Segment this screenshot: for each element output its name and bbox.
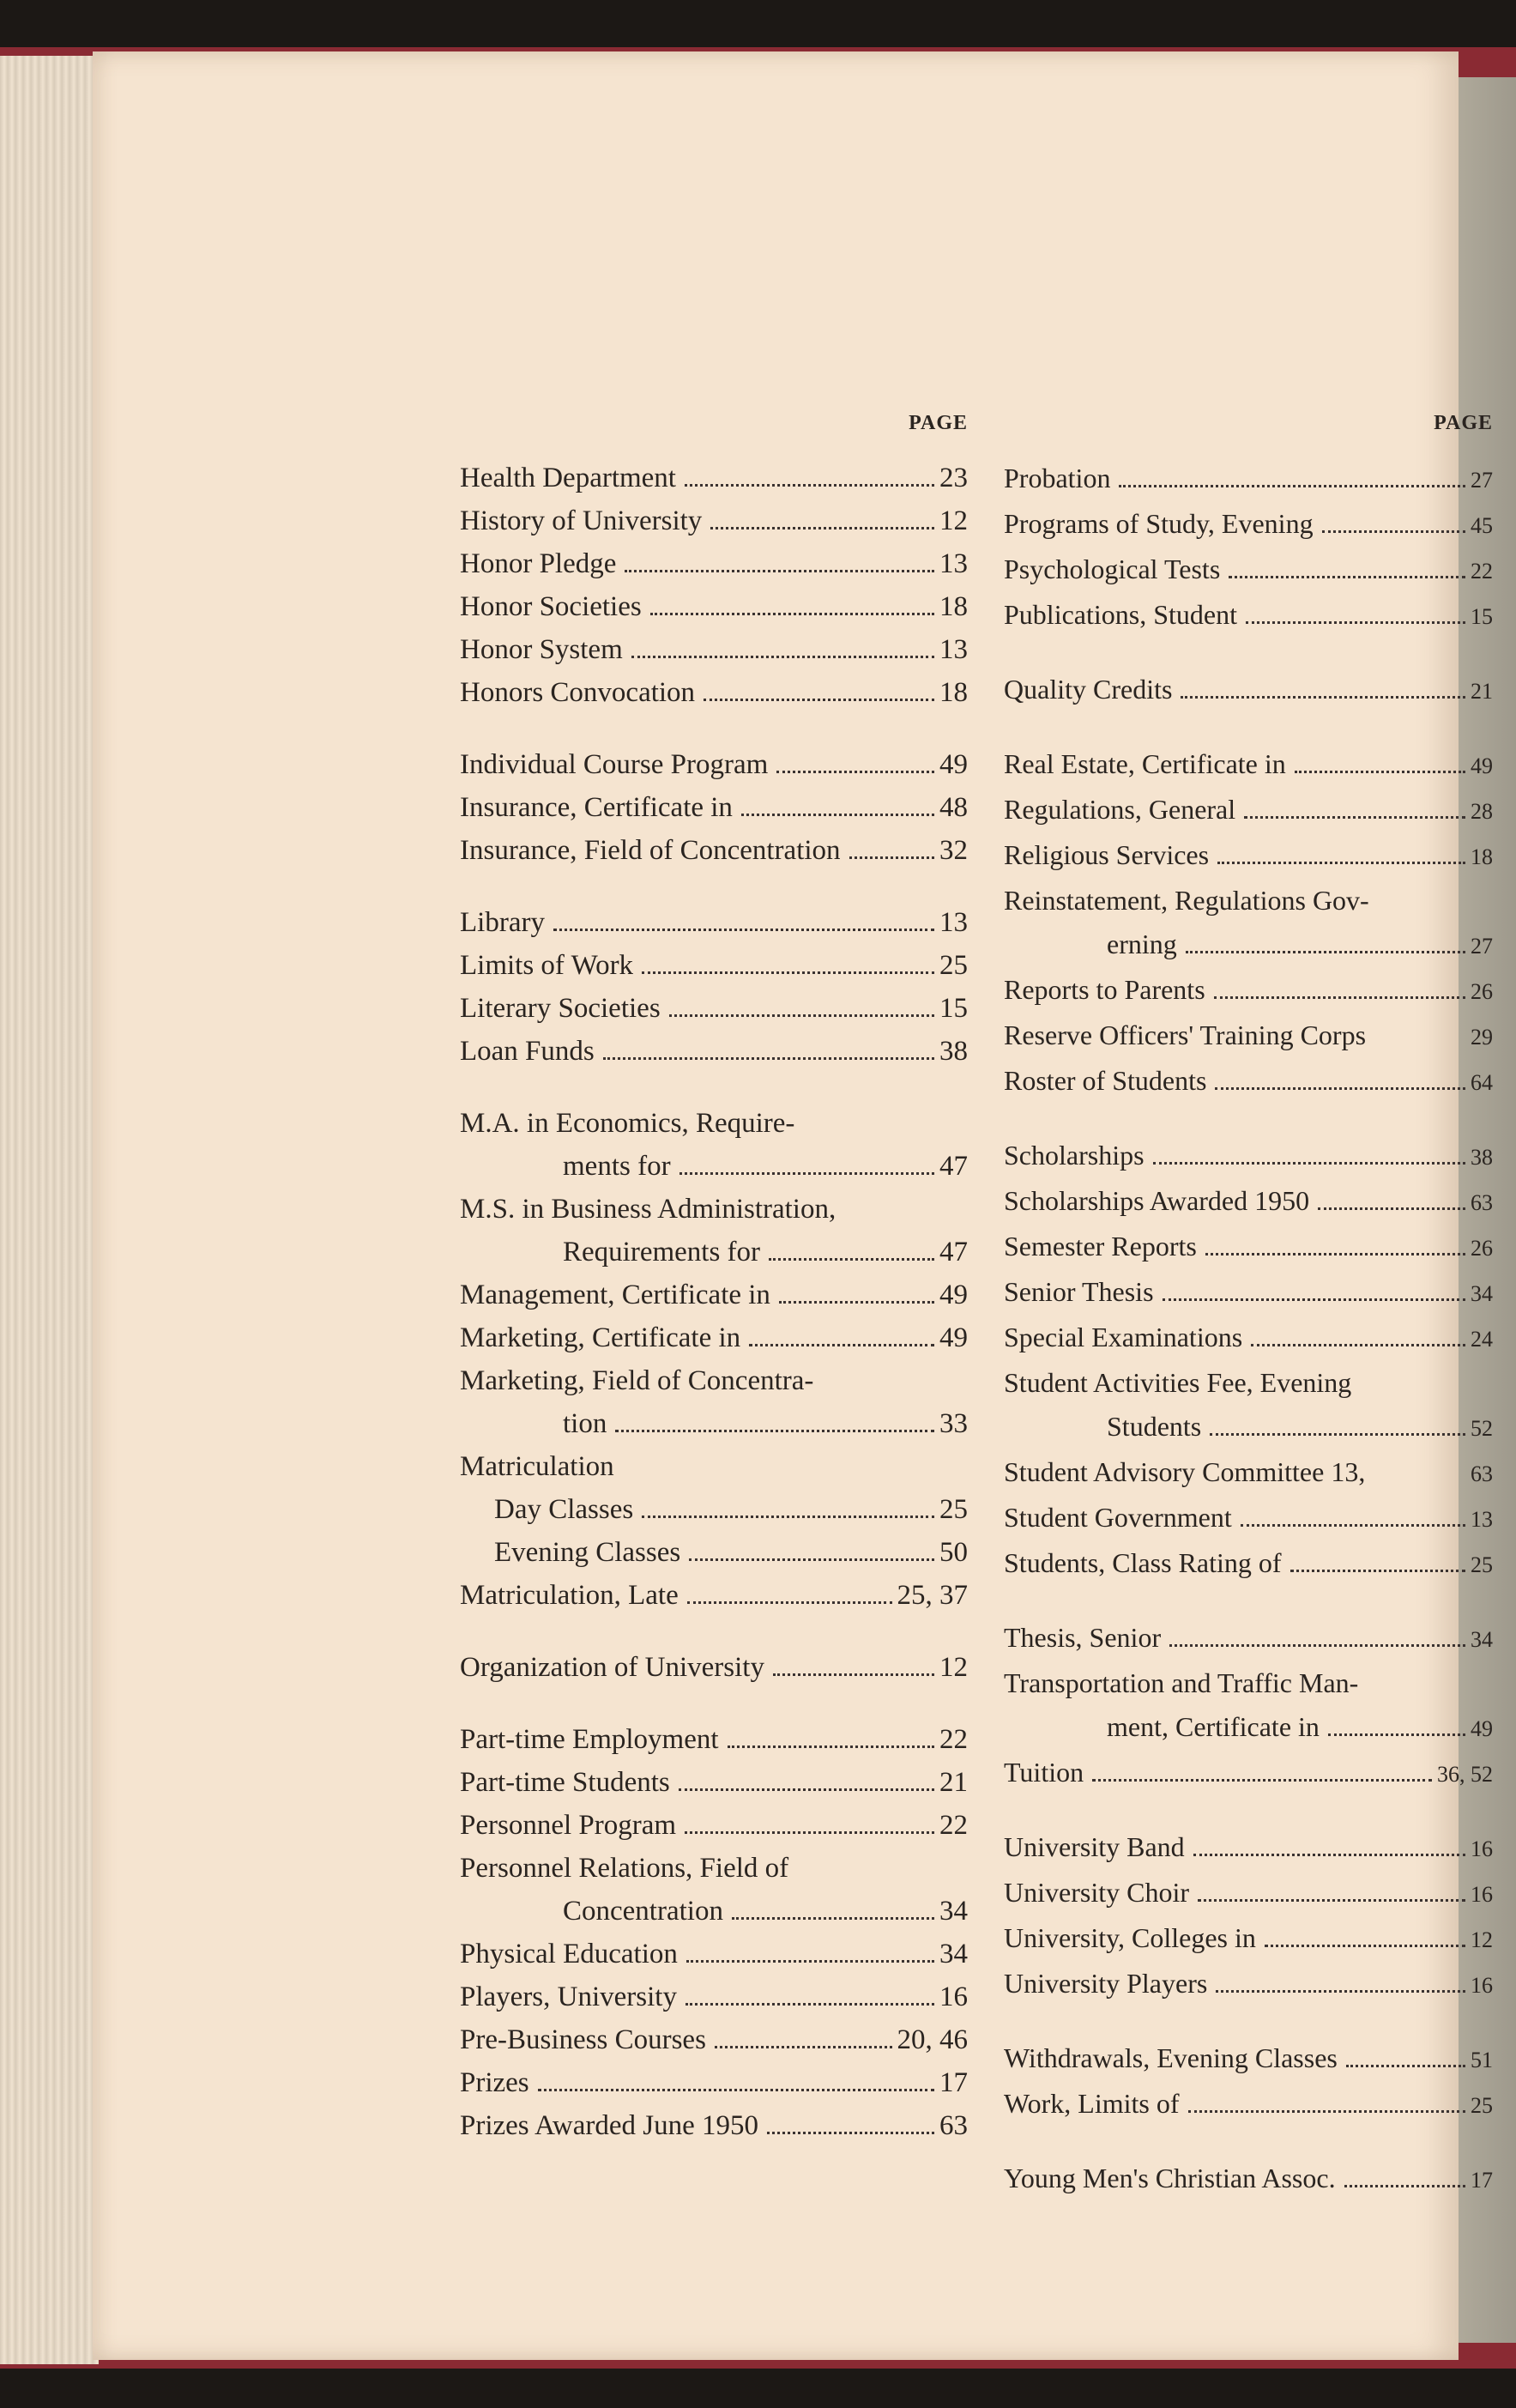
index-entry: [460, 1718, 968, 1761]
index-entry: [460, 1488, 968, 1531]
page-number: 49: [1471, 1716, 1493, 1741]
index-entry: [1004, 879, 1493, 968]
index-entry: [460, 1761, 968, 1804]
page-number: 17: [939, 2067, 968, 2098]
entry-title: Physical Education: [460, 1939, 678, 1969]
index-entry: [460, 2018, 968, 2061]
entry-line-1: [460, 1102, 968, 1145]
entry-title-cont: ment, Certificate in: [1107, 1711, 1320, 1742]
page-number: 25: [1471, 1552, 1493, 1577]
entry-title: Individual Course Program: [460, 749, 769, 780]
entry-title-cont: Requirements for: [563, 1237, 761, 1268]
page-number: 47: [939, 1237, 968, 1268]
page-number: 34: [939, 1896, 968, 1927]
entry-line-1: [1004, 1361, 1493, 1405]
dot-leader: [1163, 1298, 1465, 1301]
index-entry: [460, 1445, 968, 1488]
dot-leader: [1198, 1899, 1465, 1902]
page-number: 13: [939, 907, 968, 938]
index-entry: [1004, 1871, 1493, 1916]
entry-title: Management, Certificate in: [460, 1280, 770, 1310]
page-number: 49: [1471, 753, 1493, 778]
dot-leader: [1251, 1344, 1465, 1346]
page-number: 18: [939, 677, 968, 708]
page-number: 34: [1471, 1281, 1493, 1306]
entry-line-1: [460, 1188, 968, 1231]
entry-title: Loan Funds: [460, 1036, 595, 1067]
entry-title: Religious Services: [1004, 839, 1210, 870]
index-entry: [460, 1847, 968, 1933]
index-entry: [460, 829, 968, 872]
dot-leader: [1186, 951, 1465, 953]
entry-title: Health Department: [460, 463, 676, 493]
page-number: 16: [1471, 1836, 1493, 1861]
page-column-header-right: PAGE: [1434, 412, 1493, 434]
index-entry: [1004, 2082, 1493, 2127]
index-entry: [460, 1188, 968, 1274]
index-entry: [1004, 548, 1493, 593]
entry-title: Marketing, Certificate in: [460, 1322, 741, 1353]
index-entry: [460, 1975, 968, 2018]
page-number: 49: [939, 1280, 968, 1310]
entry-title: Publications, Student: [1004, 599, 1237, 630]
entry-title: Personnel Program: [460, 1810, 677, 1841]
index-entry: [460, 1030, 968, 1073]
entry-title: Players, University: [460, 1981, 677, 2012]
entry-title: Senior Thesis: [1004, 1276, 1154, 1307]
index-entry: [1004, 1179, 1493, 1225]
dot-leader: [776, 771, 934, 773]
dot-leader: [1188, 2110, 1465, 2113]
index-entry: [460, 1531, 968, 1574]
entry-line-2: [460, 1890, 968, 1933]
dot-leader: [679, 1172, 934, 1175]
dot-leader: [1210, 1433, 1465, 1436]
dot-leader: [1295, 771, 1465, 773]
index-entry: [460, 542, 968, 585]
page-number: 22: [939, 1810, 968, 1841]
dot-leader: [1119, 485, 1465, 487]
dot-leader: [685, 484, 934, 487]
page-number: 13: [939, 548, 968, 579]
entry-title: Thesis, Senior: [1004, 1622, 1162, 1653]
entry-title: Quality Credits: [1004, 674, 1173, 705]
entry-title: Honor System: [460, 634, 623, 665]
entry-title: M.A. in Economics, Require-: [460, 1108, 795, 1139]
entry-title: Students, Class Rating of: [1004, 1547, 1282, 1578]
page-number: 25: [939, 950, 968, 981]
dot-leader: [538, 2089, 934, 2091]
index-entry: [1004, 1013, 1493, 1059]
dot-leader: [1092, 1779, 1432, 1782]
entry-title: Insurance, Certificate in: [460, 792, 733, 823]
index-entry: [460, 671, 968, 714]
dot-leader: [686, 1960, 934, 1963]
group-gap: [1004, 2127, 1493, 2157]
index-entry: [1004, 1270, 1493, 1316]
index-entry: [1004, 742, 1493, 788]
dot-leader: [686, 2003, 934, 2006]
index-entry: [460, 1274, 968, 1316]
dot-leader: [1216, 1990, 1465, 1993]
group-gap: [1004, 1104, 1493, 1134]
dot-leader: [1244, 816, 1465, 819]
entry-line-1: [460, 1847, 968, 1890]
dot-leader: [1290, 1570, 1465, 1572]
entry-title: Insurance, Field of Concentration: [460, 835, 841, 866]
dot-leader: [553, 929, 934, 931]
entry-title: History of University: [460, 505, 703, 536]
entry-title: Transportation and Traffic Man-: [1004, 1667, 1359, 1698]
entry-title: Literary Societies: [460, 993, 661, 1024]
dot-leader: [1215, 1087, 1465, 1090]
dot-leader: [1169, 1644, 1465, 1647]
group-gap: [460, 1073, 968, 1102]
page-number: 38: [939, 1036, 968, 1067]
entry-title: Honors Convocation: [460, 677, 696, 708]
entry-title-cont: erning: [1107, 929, 1177, 959]
dot-leader: [710, 527, 934, 529]
group-gap: [460, 872, 968, 901]
entry-title: Semester Reports: [1004, 1231, 1197, 1261]
index-entry: [460, 2061, 968, 2104]
entry-title: Withdrawals, Evening Classes: [1004, 2042, 1338, 2073]
page-number: 22: [1471, 559, 1493, 584]
page-number: 32: [939, 835, 968, 866]
dot-leader: [631, 656, 934, 658]
dot-leader: [769, 1258, 934, 1261]
dot-leader: [1328, 1733, 1465, 1736]
page-edges: [0, 56, 99, 2364]
index-column-right: [1004, 412, 1493, 2202]
entry-title: Personnel Relations, Field of: [460, 1853, 789, 1884]
index-entry: [460, 585, 968, 628]
page-number: 51: [1471, 2048, 1493, 2072]
page-number: 23: [939, 463, 968, 493]
entry-title: University Band: [1004, 1831, 1185, 1862]
index-entry: [1004, 457, 1493, 502]
index-entry: [460, 901, 968, 944]
index-entry: [1004, 1825, 1493, 1871]
index-entry: [1004, 593, 1493, 638]
dot-leader: [849, 856, 934, 859]
dot-leader: [669, 1014, 934, 1017]
dot-leader: [749, 1344, 934, 1346]
entry-line-2: [460, 1402, 968, 1445]
page-number: 12: [1471, 1927, 1493, 1952]
group-gap: [1004, 2007, 1493, 2036]
page-number: 49: [939, 1322, 968, 1353]
dot-leader: [1181, 696, 1465, 699]
dot-leader: [1214, 996, 1465, 999]
entry-title: Young Men's Christian Assoc.: [1004, 2163, 1336, 2193]
page-number: 28: [1471, 799, 1493, 824]
entry-title: Part-time Employment: [460, 1724, 719, 1755]
entry-title: Probation: [1004, 463, 1111, 493]
dot-leader: [1346, 2065, 1465, 2067]
dot-leader: [1322, 530, 1465, 533]
page-number: 45: [1471, 513, 1493, 538]
entry-title: Roster of Students: [1004, 1065, 1207, 1096]
index-entry: [1004, 1134, 1493, 1179]
dot-leader: [603, 1057, 934, 1060]
dot-leader: [1229, 576, 1465, 578]
index-entry: [460, 457, 968, 499]
page-number: 20, 46: [897, 2024, 968, 2055]
entry-title: Programs of Study, Evening: [1004, 508, 1314, 539]
page-number: 22: [939, 1724, 968, 1755]
entry-title: M.S. in Business Administration,: [460, 1194, 837, 1225]
dot-leader: [704, 699, 934, 701]
entry-title: University Choir: [1004, 1877, 1189, 1908]
dot-leader: [1217, 862, 1465, 864]
index-entry: [460, 987, 968, 1030]
entry-title-cont: ments for: [563, 1151, 671, 1182]
page-number: 34: [1471, 1627, 1493, 1652]
entry-title: Organization of University: [460, 1652, 764, 1683]
dot-leader: [715, 2046, 892, 2048]
entry-line-1: [460, 1359, 968, 1402]
page-number: 26: [1471, 979, 1493, 1004]
page-number: 63: [1471, 1461, 1493, 1486]
page-number: 16: [1471, 1973, 1493, 1998]
page-number: 21: [939, 1767, 968, 1798]
page-number: 50: [939, 1537, 968, 1568]
entry-title: Student Government: [1004, 1502, 1232, 1533]
dot-leader: [615, 1430, 934, 1432]
index-entry: [1004, 1059, 1493, 1104]
index-entry: [1004, 2157, 1493, 2202]
page-number: 16: [939, 1981, 968, 2012]
entry-title: Evening Classes: [494, 1537, 681, 1568]
page-number: 34: [939, 1939, 968, 1969]
page-number: 27: [1471, 934, 1493, 959]
page-number: 27: [1471, 468, 1493, 493]
page-number: 48: [939, 792, 968, 823]
dot-leader: [1318, 1207, 1465, 1210]
index-entry: [1004, 1450, 1493, 1496]
index-entry: [1004, 1496, 1493, 1541]
index-entry: [460, 2104, 968, 2147]
group-gap: [1004, 713, 1493, 742]
index-entry: [1004, 788, 1493, 833]
dot-leader: [689, 1558, 934, 1561]
dot-leader: [679, 1788, 934, 1791]
entry-line-2: [460, 1231, 968, 1274]
index-entry: [460, 944, 968, 987]
entry-title: Honor Societies: [460, 591, 642, 622]
index-entry: [1004, 668, 1493, 713]
page-number: 18: [939, 591, 968, 622]
group-gap: [460, 1689, 968, 1718]
page-number: 38: [1471, 1145, 1493, 1170]
group-gap: [460, 1617, 968, 1646]
page-number: 25, 37: [897, 1580, 968, 1611]
entry-line-2: [1004, 1705, 1493, 1751]
page-number: 13: [1471, 1507, 1493, 1532]
entry-title: Matriculation, Late: [460, 1580, 679, 1611]
index-entry: [1004, 1316, 1493, 1361]
entry-title: Prizes: [460, 2067, 529, 2098]
page-number: 63: [1471, 1190, 1493, 1215]
entry-title-cont: tion: [563, 1408, 607, 1439]
entry-line-1: [1004, 879, 1493, 923]
index-entry: [1004, 502, 1493, 548]
index-entry: [1004, 833, 1493, 879]
entry-title: Tuition: [1004, 1757, 1084, 1788]
index-column-left: [460, 412, 968, 2147]
index-entry: [460, 1933, 968, 1975]
dot-leader: [625, 570, 934, 572]
page-number: 36, 52: [1437, 1762, 1493, 1787]
index-entry: [460, 499, 968, 542]
index-entry: [1004, 1661, 1493, 1751]
entry-title: University Players: [1004, 1968, 1208, 1999]
page-number: 26: [1471, 1236, 1493, 1261]
index-entry: [460, 786, 968, 829]
group-gap: [460, 714, 968, 743]
index-entry: [1004, 1225, 1493, 1270]
entry-line-2: [1004, 1405, 1493, 1450]
page-number: 16: [1471, 1882, 1493, 1907]
dot-leader: [1265, 1945, 1465, 1947]
dot-leader: [773, 1673, 934, 1676]
entry-title: Student Activities Fee, Evening: [1004, 1367, 1352, 1398]
dot-leader: [642, 971, 934, 974]
dot-leader: [1193, 1854, 1465, 1856]
page-number: 29: [1471, 1025, 1493, 1050]
dot-leader: [1246, 621, 1465, 624]
index-entry: [1004, 1616, 1493, 1661]
index-entry: [460, 743, 968, 786]
dot-leader: [728, 1745, 934, 1748]
entry-title: Matriculation: [460, 1451, 614, 1482]
entry-title: Psychological Tests: [1004, 554, 1221, 584]
entry-line-1: [1004, 1661, 1493, 1705]
entry-title: Honor Pledge: [460, 548, 617, 579]
dot-leader: [1241, 1524, 1465, 1527]
entry-title: Regulations, General: [1004, 794, 1236, 825]
page-number: 33: [939, 1408, 968, 1439]
page-number: 17: [1471, 2168, 1493, 2193]
page-number: 49: [939, 749, 968, 780]
entry-line-2: [1004, 923, 1493, 968]
group-gap: [1004, 1796, 1493, 1825]
dot-leader: [642, 1516, 934, 1518]
index-entry: [1004, 1541, 1493, 1587]
page-number: 47: [939, 1151, 968, 1182]
index-entry: [1004, 2036, 1493, 2082]
dot-leader: [687, 1601, 892, 1604]
entry-title: Day Classes: [494, 1494, 634, 1525]
page-number: 25: [1471, 2093, 1493, 2118]
index-list-right: [1004, 457, 1493, 2202]
dot-leader: [1153, 1162, 1465, 1165]
entry-title: Reinstatement, Regulations Gov-: [1004, 885, 1369, 916]
dot-leader: [767, 2132, 934, 2134]
page-number: 63: [939, 2110, 968, 2141]
index-entry: [1004, 1751, 1493, 1796]
entry-title: Reserve Officers' Training Corps: [1004, 1019, 1367, 1050]
dot-leader: [779, 1301, 934, 1304]
entry-title: University, Colleges in: [1004, 1922, 1256, 1953]
entry-title: Marketing, Field of Concentra-: [460, 1365, 814, 1396]
index-entry: [460, 1102, 968, 1188]
index-entry: [460, 1804, 968, 1847]
entry-title-cont: Concentration: [563, 1896, 723, 1927]
page-number: 64: [1471, 1070, 1493, 1095]
dot-leader: [685, 1831, 934, 1834]
page-number: 15: [939, 993, 968, 1024]
dot-leader: [732, 1917, 934, 1920]
entry-title: Part-time Students: [460, 1767, 670, 1798]
page-number: 25: [939, 1494, 968, 1525]
page-column-header-left: PAGE: [909, 412, 968, 434]
dot-leader: [650, 613, 934, 615]
entry-title: Library: [460, 907, 545, 938]
entry-title: Reports to Parents: [1004, 974, 1205, 1005]
index-entry: [460, 1646, 968, 1689]
entry-title: Limits of Work: [460, 950, 634, 981]
entry-title: Work, Limits of: [1004, 2088, 1180, 2119]
entry-title: Student Advisory Committee 13,: [1004, 1456, 1366, 1487]
entry-line-2: [460, 1145, 968, 1188]
entry-title: Prizes Awarded June 1950: [460, 2110, 758, 2141]
group-gap: [1004, 1587, 1493, 1616]
entry-title: Special Examinations: [1004, 1322, 1243, 1352]
page-number: 24: [1471, 1327, 1493, 1352]
index-entry: [460, 1574, 968, 1617]
entry-title-cont: Students: [1107, 1411, 1202, 1442]
dot-leader: [1344, 2185, 1465, 2187]
entry-title: Pre-Business Courses: [460, 2024, 706, 2055]
index-entry: [1004, 1916, 1493, 1962]
dot-leader: [741, 814, 934, 816]
entry-title: Real Estate, Certificate in: [1004, 748, 1286, 779]
index-entry: [460, 628, 968, 671]
page-number: 15: [1471, 604, 1493, 629]
index-entry: [1004, 1962, 1493, 2007]
page-number: 18: [1471, 844, 1493, 869]
entry-title: Scholarships Awarded 1950: [1004, 1185, 1310, 1216]
index-list-left: [460, 457, 968, 2147]
index-entry: [1004, 968, 1493, 1013]
page-number: 21: [1471, 679, 1493, 704]
group-gap: [1004, 638, 1493, 668]
entry-title: Scholarships: [1004, 1140, 1145, 1171]
page-number: 52: [1471, 1416, 1493, 1441]
index-page: [93, 51, 1493, 2360]
dot-leader: [1205, 1253, 1465, 1255]
page-number: 13: [939, 634, 968, 665]
page-number: 12: [939, 1652, 968, 1683]
index-entry: [1004, 1361, 1493, 1450]
index-entry: [460, 1359, 968, 1445]
page-number: 12: [939, 505, 968, 536]
index-entry: [460, 1316, 968, 1359]
